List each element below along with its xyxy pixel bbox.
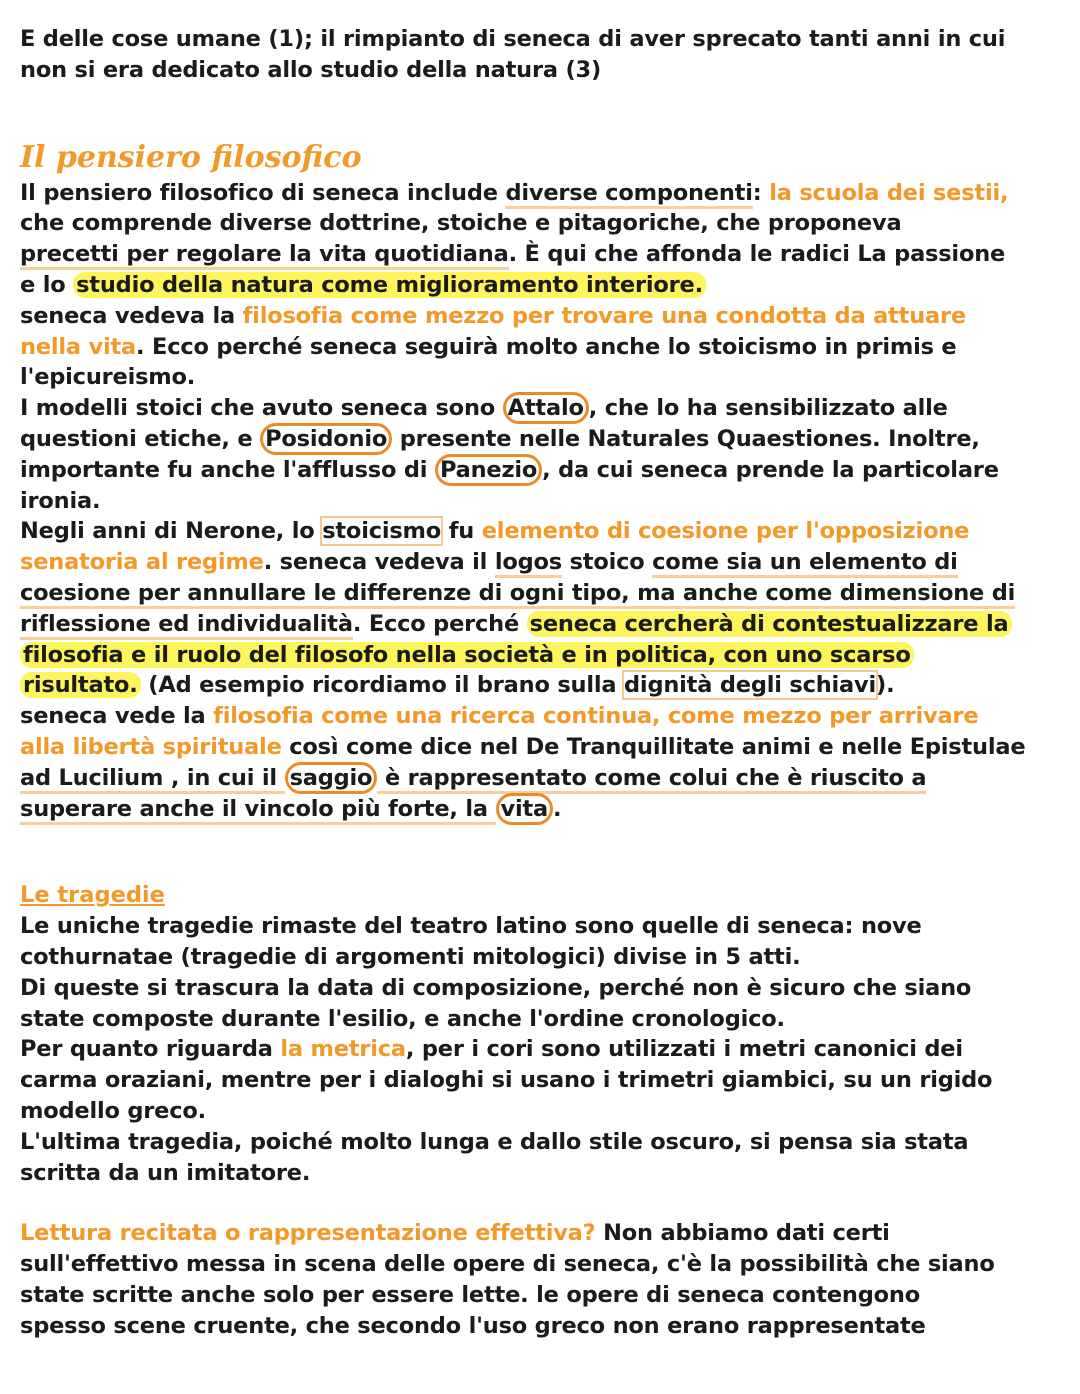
pensiero-section [20, 138, 1050, 825]
text-line: coesione per annullare le differenze di ogni tipo, ma anche come dimensione di [20, 578, 1050, 609]
text-line: seneca vede la filosofia come una ricerca continua, come mezzo per arrivare [20, 703, 979, 730]
text-line: E delle cose umane (1); il rimpianto di seneca di aver sprecato tanti anni in cui [20, 26, 1006, 52]
text-line: Lettura recitata o rappresentazione effettiva? Non abbiamo dati certi [20, 1220, 890, 1247]
lettura-section [20, 1218, 1050, 1341]
text-line: risultato. (Ad esempio ricordiamo il brano sulla dignità degli schiavi). [20, 670, 1050, 701]
text-line: superare anche il vincolo più forte, la vita . [20, 794, 1050, 825]
section-heading: Le tragedie [20, 882, 165, 909]
text-line: Per quanto riguarda la metrica, per i cori sono utilizzati i metri canonici dei [20, 1036, 963, 1063]
text-line: precetti per regolare la vita quotidiana. È qui che affonda le radici La passione [20, 239, 1050, 270]
text-line: ironia. [20, 487, 101, 514]
text-line: Di queste si trascura la data di composizione, perché non è sicuro che siano [20, 974, 972, 1001]
section-heading: Il pensiero filosofico [20, 139, 362, 175]
text-line: Negli anni di Nerone, lo stoicismo fu elemento di coesione per l'opposizione [20, 518, 970, 545]
text-line: Le uniche tragedie rimaste del teatro latino sono quelle di seneca: nove [20, 913, 922, 940]
text-line: scritta da un imitatore. [20, 1159, 311, 1186]
text-line: alla libertà spirituale così come dice nel De Tranquillitate animi e nelle Epistulae [20, 733, 1026, 760]
text-line: e lo studio della natura come miglioramento interiore. [20, 270, 1050, 301]
text-line: spesso scene cruente, che secondo l'uso greco non erano rappresentate [20, 1312, 926, 1339]
question-heading: Lettura recitata o rappresentazione effettiva? [20, 1220, 596, 1247]
text-line: riflessione ed individualità. Ecco perché seneca cercherà di contestualizzare la [20, 609, 1050, 640]
text-line: I modelli stoici che avuto seneca sono Attalo , che lo ha sensibilizzato alle [20, 393, 1050, 424]
text-line: modello greco. [20, 1097, 206, 1124]
text-line: seneca vedeva la filosofia come mezzo per trovare una condotta da attuare [20, 302, 966, 329]
tragedie-section [20, 880, 1050, 1188]
text-line: Il pensiero filosofico di seneca include diverse componenti: la scuola dei sestii, [20, 178, 1050, 209]
text-line: ad Lucilium , in cui il saggio è rappresentato come colui che è riuscito a [20, 763, 1050, 794]
intro-section [20, 24, 1050, 86]
text-line: L'ultima tragedia, poiché molto lunga e dallo stile oscuro, si pensa sia stata [20, 1128, 969, 1155]
text-line: state composte durante l'esilio, e anche l'ordine cronologico. [20, 1005, 785, 1032]
text-line: l'epicureismo. [20, 364, 196, 391]
text-line: importante fu anche l'afflusso di Panezio , da cui seneca prende la particolare [20, 455, 1050, 486]
text-line: carma oraziani, mentre per i dialoghi si usano i trimetri giambici, su un rigido [20, 1067, 993, 1094]
text-line: sull'effettivo messa in scena delle opere di seneca, c'è la possibilità che siano [20, 1251, 995, 1278]
text-line: filosofia e il ruolo del filosofo nella società e in politica, con uno scarso [20, 640, 1050, 671]
text-line: senatoria al regime. seneca vedeva il logos stoico come sia un elemento di [20, 547, 1050, 578]
text-line: cothurnatae (tragedie di argomenti mitologici) divise in 5 atti. [20, 943, 801, 970]
text-line: nella vita. Ecco perché seneca seguirà molto anche lo stoicismo in primis e [20, 333, 957, 360]
text-line: questioni etiche, e Posidonio presente nelle Naturales Quaestiones. Inoltre, [20, 424, 1050, 455]
text-line: non si era dedicato allo studio della natura (3) [20, 56, 602, 83]
text-line: che comprende diverse dottrine, stoiche e pitagoriche, che proponeva [20, 210, 902, 237]
text-line: state scritte anche solo per essere lette. le opere di seneca contengono [20, 1281, 920, 1308]
